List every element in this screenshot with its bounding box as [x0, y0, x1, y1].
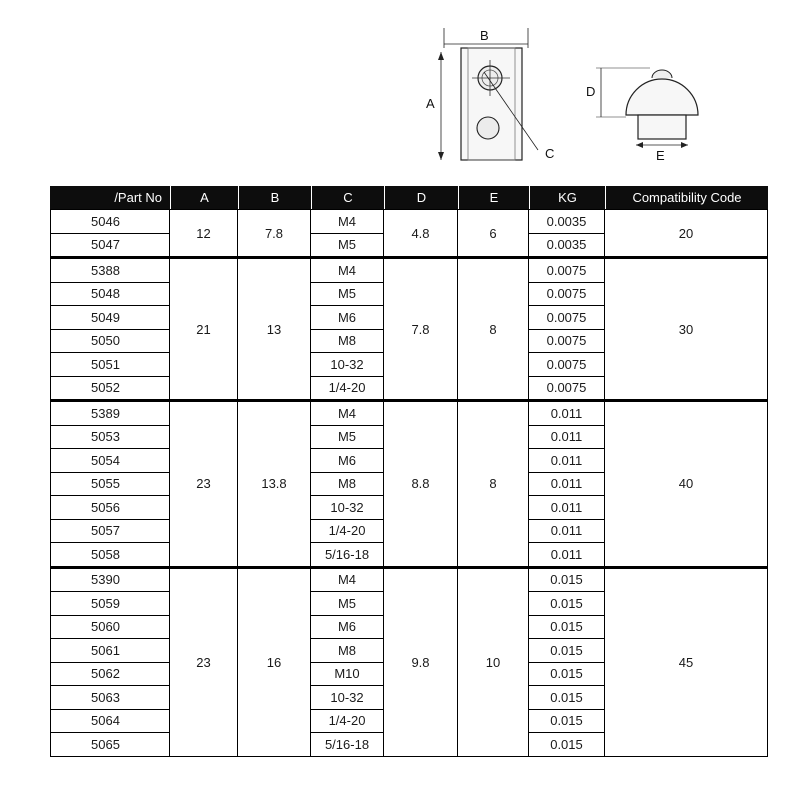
weight-kg-cell: 0.0075	[529, 330, 605, 354]
spec-table-body	[50, 209, 768, 757]
part-no-cell: 5046	[50, 209, 170, 234]
dim-d-cell: 4.8	[384, 209, 458, 257]
table-row	[50, 257, 768, 283]
spec-table	[50, 186, 768, 757]
part-no-cell: 5388	[50, 257, 170, 283]
dim-b-cell: 13	[238, 257, 311, 400]
part-no-cell: 5053	[50, 426, 170, 450]
thread-c-cell: 5/16-18	[311, 543, 384, 567]
table-row	[50, 400, 768, 426]
part-no-cell: 5059	[50, 592, 170, 616]
part-no-cell: 5060	[50, 616, 170, 640]
dim-e-arrow-right	[681, 142, 688, 148]
table-header-row	[50, 186, 768, 209]
dim-a-arrow-bottom	[438, 152, 444, 160]
weight-kg-cell: 0.015	[529, 639, 605, 663]
weight-kg-cell: 0.0075	[529, 257, 605, 283]
part-no-cell: 5049	[50, 306, 170, 330]
dim-e-arrow-left	[636, 142, 643, 148]
dim-a-cell: 12	[170, 209, 238, 257]
thread-c-cell: M4	[311, 257, 384, 283]
dim-e-cell: 6	[458, 209, 529, 257]
part-no-cell: 5055	[50, 473, 170, 497]
part-no-cell: 5063	[50, 686, 170, 710]
dim-e-cell: 8	[458, 400, 529, 567]
side-view-shank	[638, 115, 686, 139]
thread-c-cell: M5	[311, 592, 384, 616]
top-view-body	[461, 48, 522, 160]
part-no-cell: 5056	[50, 496, 170, 520]
thread-c-cell: 1/4-20	[311, 377, 384, 401]
part-no-cell: 5051	[50, 353, 170, 377]
thread-c-cell: M5	[311, 234, 384, 258]
dim-b-cell: 16	[238, 567, 311, 757]
weight-kg-cell: 0.015	[529, 733, 605, 757]
compat-code-cell: 40	[605, 400, 768, 567]
header-compat: Compatibility Code	[605, 186, 768, 209]
weight-kg-cell: 0.015	[529, 663, 605, 687]
part-no-cell: 5052	[50, 377, 170, 401]
part-no-cell: 5050	[50, 330, 170, 354]
weight-kg-cell: 0.0075	[529, 283, 605, 307]
thread-c-cell: 5/16-18	[311, 733, 384, 757]
weight-kg-cell: 0.011	[529, 426, 605, 450]
dim-a-label: A	[426, 96, 435, 111]
thread-c-cell: M5	[311, 283, 384, 307]
thread-c-cell: M6	[311, 449, 384, 473]
dim-b-cell: 7.8	[238, 209, 311, 257]
weight-kg-cell: 0.0075	[529, 306, 605, 330]
weight-kg-cell: 0.0075	[529, 377, 605, 401]
dim-b-label: B	[480, 28, 489, 43]
part-no-cell: 5054	[50, 449, 170, 473]
dim-a-cell: 21	[170, 257, 238, 400]
weight-kg-cell: 0.011	[529, 543, 605, 567]
tnut-drawing	[0, 0, 800, 180]
weight-kg-cell: 0.015	[529, 710, 605, 734]
part-no-cell: 5062	[50, 663, 170, 687]
compat-code-cell: 45	[605, 567, 768, 757]
thread-c-cell: M4	[311, 209, 384, 234]
thread-c-cell: M4	[311, 567, 384, 593]
header-a: A	[170, 186, 238, 209]
part-no-cell: 5065	[50, 733, 170, 757]
weight-kg-cell: 0.015	[529, 686, 605, 710]
part-no-cell: 5047	[50, 234, 170, 258]
dim-d-cell: 8.8	[384, 400, 458, 567]
weight-kg-cell: 0.0035	[529, 209, 605, 234]
compat-code-cell: 20	[605, 209, 768, 257]
ball-recess	[477, 117, 499, 139]
header-d: D	[384, 186, 458, 209]
dim-d-cell: 9.8	[384, 567, 458, 757]
dim-a-cell: 23	[170, 400, 238, 567]
weight-kg-cell: 0.011	[529, 473, 605, 497]
weight-kg-cell: 0.0075	[529, 353, 605, 377]
part-no-cell: 5057	[50, 520, 170, 544]
weight-kg-cell: 0.015	[529, 616, 605, 640]
dim-d-label: D	[586, 84, 596, 99]
part-no-cell: 5390	[50, 567, 170, 593]
header-b: B	[238, 186, 311, 209]
part-no-cell: 5061	[50, 639, 170, 663]
thread-c-cell: M6	[311, 306, 384, 330]
weight-kg-cell: 0.011	[529, 520, 605, 544]
thread-c-cell: M8	[311, 639, 384, 663]
thread-c-cell: M8	[311, 473, 384, 497]
weight-kg-cell: 0.015	[529, 567, 605, 593]
dim-e-cell: 10	[458, 567, 529, 757]
dim-d-cell: 7.8	[384, 257, 458, 400]
weight-kg-cell: 0.011	[529, 496, 605, 520]
dim-e-cell: 8	[458, 257, 529, 400]
thread-c-cell: 1/4-20	[311, 710, 384, 734]
header-e: E	[458, 186, 529, 209]
weight-kg-cell: 0.015	[529, 592, 605, 616]
thread-c-cell: 1/4-20	[311, 520, 384, 544]
thread-c-cell: M5	[311, 426, 384, 450]
part-no-cell: 5048	[50, 283, 170, 307]
header-kg: KG	[529, 186, 605, 209]
thread-c-cell: 10-32	[311, 353, 384, 377]
dim-c-label: C	[545, 146, 555, 161]
part-no-cell: 5064	[50, 710, 170, 734]
side-view-ball	[652, 70, 672, 78]
header-part-no: /Part No	[50, 186, 170, 209]
weight-kg-cell: 0.011	[529, 449, 605, 473]
thread-c-cell: M8	[311, 330, 384, 354]
side-view-dome	[626, 79, 698, 115]
header-c: C	[311, 186, 384, 209]
thread-c-cell: 10-32	[311, 686, 384, 710]
dim-e-label: E	[656, 148, 665, 163]
weight-kg-cell: 0.0035	[529, 234, 605, 258]
part-no-cell: 5389	[50, 400, 170, 426]
part-no-cell: 5058	[50, 543, 170, 567]
dim-a-cell: 23	[170, 567, 238, 757]
table-row	[50, 567, 768, 593]
thread-c-cell: 10-32	[311, 496, 384, 520]
thread-c-cell: M6	[311, 616, 384, 640]
compat-code-cell: 30	[605, 257, 768, 400]
weight-kg-cell: 0.011	[529, 400, 605, 426]
dim-a-arrow-top	[438, 52, 444, 60]
thread-c-cell: M10	[311, 663, 384, 687]
dim-b-cell: 13.8	[238, 400, 311, 567]
thread-c-cell: M4	[311, 400, 384, 426]
table-row	[50, 209, 768, 234]
